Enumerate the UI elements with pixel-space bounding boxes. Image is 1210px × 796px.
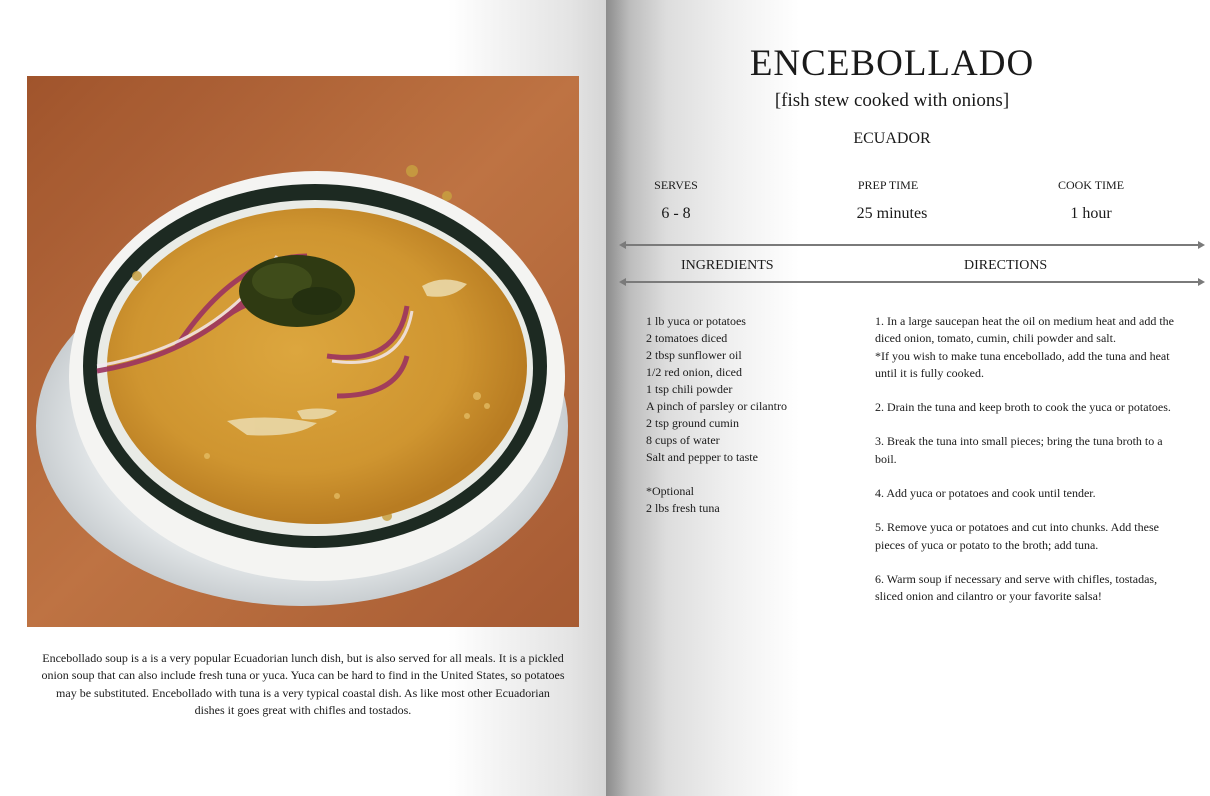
directions-heading: DIRECTIONS xyxy=(964,258,1048,273)
ingredient-item: 2 tbsp sunflower oil xyxy=(646,348,742,362)
direction-note: *If you wish to make tuna encebollado, add the tuna and heat until it is fully cooked. xyxy=(875,348,1170,380)
serves-label: SERVES xyxy=(654,178,698,192)
ingredients-list xyxy=(646,313,826,517)
direction-step: 2. Drain the tuna and keep broth to cook the yuca or potatoes. xyxy=(875,400,1171,415)
divider-top xyxy=(621,244,1203,246)
optional-label: *Optional xyxy=(646,484,694,498)
direction-step: 3. Break the tuna into small pieces; bring the tuna broth to a boil. xyxy=(875,434,1163,466)
ingredient-item: 8 cups of water xyxy=(646,433,720,447)
serves-value: 6 - 8 xyxy=(661,205,691,222)
ingredient-item: A pinch of parsley or cilantro xyxy=(646,399,787,413)
directions-list xyxy=(875,313,1185,623)
ingredient-item-optional: 2 lbs fresh tuna xyxy=(646,501,720,515)
recipe-title: ENCEBOLLADO xyxy=(749,43,1035,84)
encebollado-bowl-illustration xyxy=(27,76,579,627)
direction-step: 4. Add yuca or potatoes and cook until tender. xyxy=(875,486,1096,501)
prep-time-value: 25 minutes xyxy=(856,205,928,222)
direction-step-text: 1. In a large saucepan heat the oil on medium heat and add the diced onion, tomato, cumin, chili powder and salt. xyxy=(875,314,1175,346)
direction-step: 5. Remove yuca or potatoes and cut into chunks. Add these pieces of yuca or potato to the broth; add tuna. xyxy=(875,520,1159,552)
ingredients-heading: INGREDIENTS xyxy=(681,258,774,273)
ingredient-item: 1 tsp chili powder xyxy=(646,382,733,396)
cook-time-value: 1 hour xyxy=(1070,205,1112,222)
ingredient-item: Salt and pepper to taste xyxy=(646,450,758,464)
recipe-subtitle: [fish stew cooked with onions] xyxy=(774,90,1010,111)
direction-step: 6. Warm soup if necessary and serve with chifles, tostadas, sliced onion and cilantro or your favorite salsa! xyxy=(875,571,1158,604)
prep-time-label: PREP TIME xyxy=(857,178,919,192)
ingredient-item: 1 lb yuca or potatoes xyxy=(646,314,746,328)
recipe-country: ECUADOR xyxy=(853,130,931,147)
ingredient-spacer xyxy=(646,466,826,483)
divider-bottom xyxy=(621,281,1203,283)
ingredient-item: 2 tomatoes diced xyxy=(646,331,728,345)
cook-time-label: COOK TIME xyxy=(1057,178,1125,192)
direction-step xyxy=(875,313,1185,382)
soup-photo xyxy=(27,76,579,627)
ingredient-item: 2 tsp ground cumin xyxy=(646,416,739,430)
ingredient-item: 1/2 red onion, diced xyxy=(646,365,742,379)
dish-description: Encebollado soup is a is a very popular Ecuadorian lunch dish, but is also served for all meals. It is a pickled onion soup that can also include fresh tuna or yuca. Yuca can be hard to find in the United States, so potatoes may be substituted. Encebollado with tuna is a very typical coastal dish. As like most other Ecuadorian dishes it goes great with chifles and tostados. xyxy=(41,651,565,718)
